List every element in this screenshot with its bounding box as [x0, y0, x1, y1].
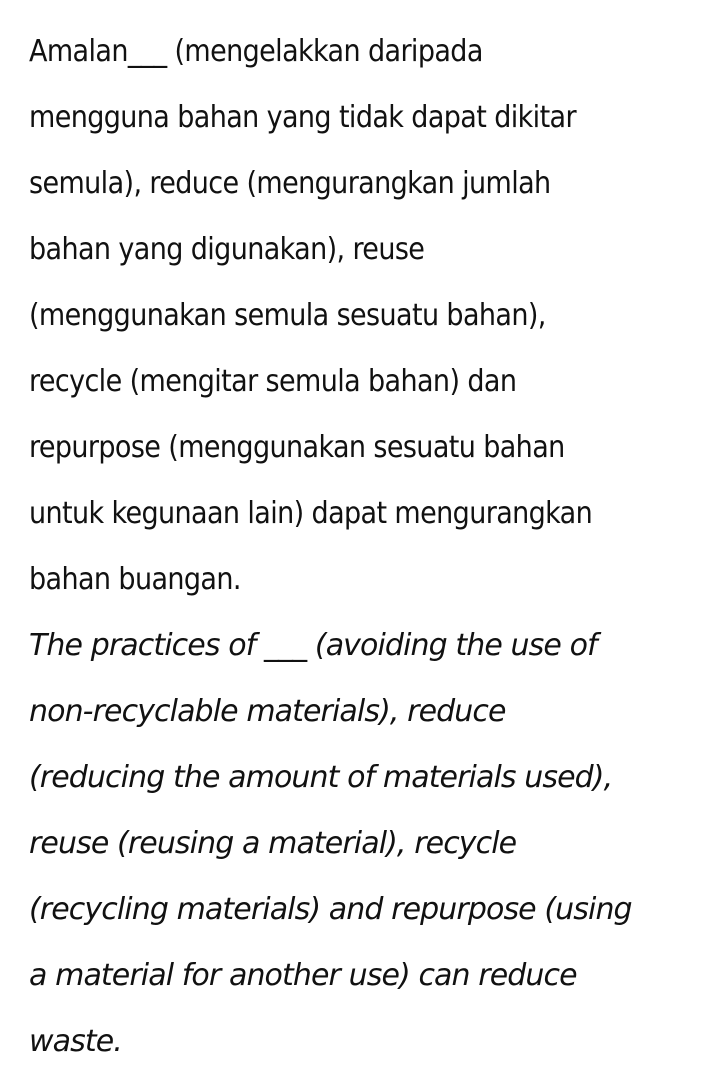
malay-line: bahan yang digunakan), reuse	[29, 232, 425, 267]
english-line: waste.	[29, 1024, 122, 1059]
malay-line: semula), reduce (mengurangkan jumlah	[29, 166, 551, 201]
english-line: reuse (reusing a material), recycle	[29, 826, 517, 861]
malay-line: mengguna bahan yang tidak dapat dikitar	[29, 100, 576, 135]
malay-paragraph	[29, 19, 592, 613]
malay-line: Amalan___ (mengelakkan daripada	[29, 34, 483, 69]
malay-line: repurpose (menggunakan sesuatu bahan	[29, 430, 565, 465]
english-line: (reducing the amount of materials used),	[29, 760, 613, 795]
english-paragraph	[29, 613, 632, 1075]
english-line: a material for another use) can reduce	[29, 958, 577, 993]
english-line: The practices of ___ (avoiding the use of	[29, 628, 597, 663]
malay-line: untuk kegunaan lain) dapat mengurangkan	[29, 496, 593, 531]
malay-line: (menggunakan semula sesuatu bahan),	[29, 298, 546, 333]
malay-line: recycle (mengitar semula bahan) dan	[29, 364, 517, 399]
english-line: non-recyclable materials), reduce	[29, 694, 506, 729]
english-line: (recycling materials) and repurpose (using	[29, 892, 632, 927]
malay-line: bahan buangan.	[29, 562, 241, 597]
